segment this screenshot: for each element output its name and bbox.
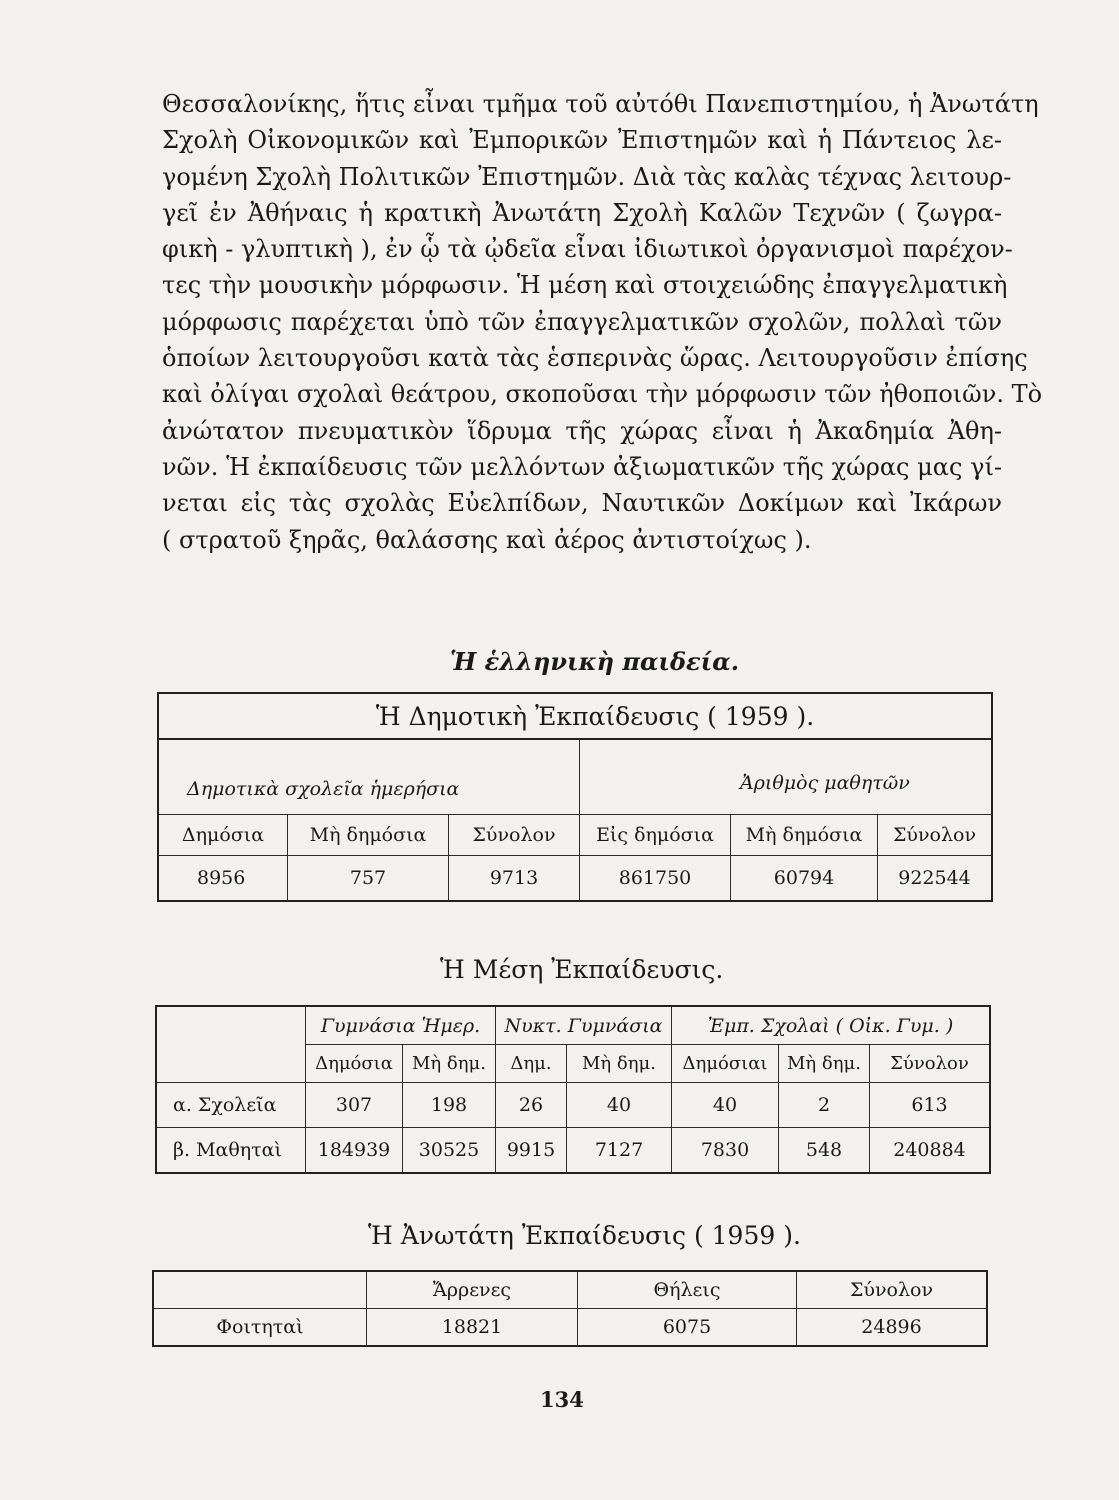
- paragraph-line: γομένη Σχολὴ Πολιτικῶν Ἐπιστημῶν. Διὰ τὰς καλὰς τέχνας λειτουρ-: [162, 162, 1012, 191]
- page-number: 134: [540, 1387, 584, 1412]
- table-cell: 60794: [731, 856, 878, 902]
- column-header: Θήλεις: [578, 1271, 797, 1309]
- paragraph-line: τες τὴν μουσικὴν μόρφωσιν. Ἡ μέση καὶ στοιχειώδης ἐπαγγελματικὴ: [162, 271, 1008, 300]
- table-row: [156, 1128, 990, 1174]
- row-label: β. Μαθηταὶ: [156, 1128, 306, 1174]
- secondary-title: Ἡ Μέση Ἐκπαίδευσις.: [440, 955, 724, 984]
- primary-group-schools: Δημοτικὰ σχολεῖα ἡμερήσια: [158, 739, 580, 815]
- table-cell: 7830: [672, 1128, 779, 1174]
- higher-education-table: [152, 1270, 988, 1347]
- table-cell: 7127: [567, 1128, 672, 1174]
- column-header: Μὴ δημόσια: [731, 815, 878, 856]
- paragraph-line: ἀνώτατον πνευματικὸν ἵδρυμα τῆς χώρας εἶναι ἡ Ἀκαδημία Ἀθη-: [162, 416, 1002, 445]
- group-header: Ἐμπ. Σχολαὶ ( Οἰκ. Γυμ. ): [672, 1006, 991, 1045]
- empty-corner-cell: [153, 1271, 367, 1309]
- sub-header: Δημόσιαι: [672, 1045, 779, 1083]
- column-header: Σύνολον: [449, 815, 580, 856]
- table-cell: 307: [306, 1083, 403, 1128]
- column-header: Σύνολον: [878, 815, 993, 856]
- table-cell: 9915: [496, 1128, 567, 1174]
- group-header: Γυμνάσια Ἡμερ.: [306, 1006, 496, 1045]
- higher-title: Ἡ Ἀνωτάτη Ἐκπαίδευσις ( 1959 ).: [368, 1221, 801, 1250]
- table-cell: 40: [672, 1083, 779, 1128]
- paragraph-line: νεται εἰς τὰς σχολὰς Εὐελπίδων, Ναυτικῶν Δοκίμων καὶ Ἰκάρων: [162, 489, 1002, 518]
- table-cell: 240884: [870, 1128, 991, 1174]
- column-header: Δημόσια: [158, 815, 288, 856]
- column-header: Σύνολον: [797, 1271, 988, 1309]
- sub-header: Δημόσια: [306, 1045, 403, 1083]
- paragraph-line: μόρφωσις παρέχεται ὑπὸ τῶν ἐπαγγελματικῶν σχολῶν, πολλαὶ τῶν: [162, 307, 1002, 336]
- sub-header: Μὴ δημ.: [779, 1045, 870, 1083]
- row-label: Φοιτηταὶ: [153, 1309, 367, 1347]
- table-cell: 30525: [403, 1128, 496, 1174]
- group-header: Νυκτ. Γυμνάσια: [496, 1006, 672, 1045]
- body-paragraph: [162, 86, 1043, 558]
- paragraph-line: Θεσσαλονίκης, ἥτις εἶναι τμῆμα τοῦ αὐτόθι Πανεπιστημίου, ἡ Ἀνωτάτη: [162, 90, 1039, 118]
- secondary-education-table: [155, 1005, 991, 1174]
- sub-header: Σύνολον: [870, 1045, 991, 1083]
- primary-group-pupils: Ἀριθμὸς μαθητῶν: [580, 739, 993, 815]
- table-row: [156, 1083, 990, 1128]
- paragraph-line: Σχολὴ Οἰκονομικῶν καὶ Ἐμπορικῶν Ἐπιστημῶν καὶ ἡ Πάντειος λε-: [162, 126, 1002, 155]
- primary-table-title: Ἡ Δημοτικὴ Ἐκπαίδευσις ( 1959 ).: [158, 693, 992, 739]
- column-header: Μὴ δημόσια: [288, 815, 449, 856]
- column-header: Ἄρρενες: [367, 1271, 578, 1309]
- table-cell: 198: [403, 1083, 496, 1128]
- column-header: Εἰς δημόσια: [580, 815, 731, 856]
- row-label: α. Σχολεῖα: [156, 1083, 306, 1128]
- table-cell: 26: [496, 1083, 567, 1128]
- table-cell: 24896: [797, 1309, 988, 1347]
- table-cell: 2: [779, 1083, 870, 1128]
- table-cell: 548: [779, 1128, 870, 1174]
- paragraph-line: καὶ ὀλίγαι σχολαὶ θεάτρου, σκοποῦσαι τὴν μόρφωσιν τῶν ἠθοποιῶν. Τὸ: [162, 380, 1043, 409]
- table-cell: 8956: [158, 856, 288, 902]
- table-cell: 757: [288, 856, 449, 902]
- paragraph-line: γεῖ ἐν Ἀθήναις ἡ κρατικὴ Ἀνωτάτη Σχολὴ Καλῶν Τεχνῶν ( ζωγρα-: [162, 198, 1002, 227]
- table-cell: 922544: [878, 856, 993, 902]
- paragraph-line: ὁποίων λειτουργοῦσι κατὰ τὰς ἑσπερινὰς ὥρας. Λειτουργοῦσιν ἐπίσης: [162, 344, 1028, 373]
- primary-education-table: [157, 692, 993, 902]
- sub-header: Μὴ δημ.: [567, 1045, 672, 1083]
- empty-corner-cell: [156, 1006, 306, 1083]
- table-cell: 613: [870, 1083, 991, 1128]
- table-cell: 18821: [367, 1309, 578, 1347]
- sub-header: Δημ.: [496, 1045, 567, 1083]
- table-cell: 861750: [580, 856, 731, 902]
- sub-header: Μὴ δημ.: [403, 1045, 496, 1083]
- section-title: Ἡ ἑλληνικὴ παιδεία.: [450, 647, 740, 676]
- table-cell: 40: [567, 1083, 672, 1128]
- table-cell: 9713: [449, 856, 580, 902]
- paragraph-line: νῶν. Ἡ ἐκπαίδευσις τῶν μελλόντων ἀξιωματικῶν τῆς χώρας μας γί-: [162, 452, 1002, 481]
- paragraph-line: φικὴ - γλυπτικὴ ), ἐν ᾧ τὰ ᾠδεῖα εἶναι ἰδιωτικοὶ ὀργανισμοὶ παρέχον-: [162, 235, 1013, 264]
- table-cell: 6075: [578, 1309, 797, 1347]
- paragraph-line: ( στρατοῦ ξηρᾶς, θαλάσσης καὶ ἀέρος ἀντιστοίχως ).: [162, 525, 812, 554]
- table-cell: 184939: [306, 1128, 403, 1174]
